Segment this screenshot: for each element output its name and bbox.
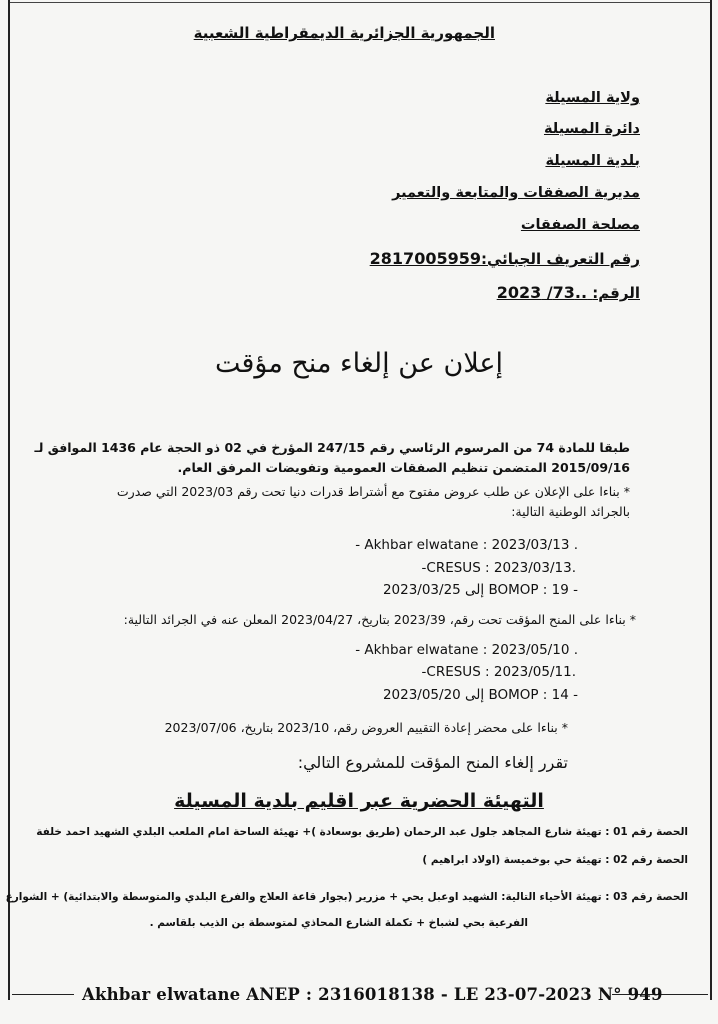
publication-2-bomop: - BOMOP : 14 إلى 2023/05/20 <box>382 687 578 703</box>
lot-3-line-2: الفرعية بحي لشباخ + تكملة الشارع المحاذي لمتوسطة بن الذيب بلقاسم . <box>149 917 528 929</box>
directorate-line: مديرية الصفقات والمتابعة والتعمير <box>392 185 640 201</box>
page-border-right <box>710 0 712 1000</box>
tax-id-label: رقم التعريف الجبائي: <box>480 250 640 268</box>
lot-2: الحصة رقم 02 : تهيئة حي بوخميسة (اولاد ابراهيم ) <box>422 854 688 866</box>
tender-basis-line-2: بالجرائد الوطنية التالية: <box>511 504 630 519</box>
service-line: مصلحة الصفقات <box>520 217 640 233</box>
announcement-title: إعلان عن إلغاء منح مؤقت <box>214 348 504 379</box>
daira-line: دائرة المسيلة <box>543 121 640 137</box>
reference-label: الرقم: <box>592 284 640 302</box>
commune-line: بلدية المسيلة <box>545 153 640 169</box>
footer-publication-info: Akhbar elwatane ANEP : 2316018138 - LE 23-07-2023 N° 949 <box>82 985 663 1004</box>
reference-number: ..73/ 2023 <box>496 283 588 302</box>
publication-2-akhbar: - Akhbar elwatane : 2023/05/10 . <box>355 642 578 658</box>
page-border-left <box>8 0 10 1000</box>
republic-heading: الجمهورية الجزائرية الديمقراطية الشعبية <box>193 24 495 42</box>
provisional-award-line: * بناءا على المنح المؤقت تحت رقم، 2023/39 بتاريخ، 2023/04/27 المعلن عنه في الجرائد التالية: <box>123 612 636 627</box>
publication-1-bomop: - BOMOP : 19 إلى 2023/03/25 <box>382 582 578 598</box>
publication-2-cresus: -CRESUS : 2023/05/11. <box>421 664 576 680</box>
publication-1-akhbar: - Akhbar elwatane : 2023/03/13 . <box>355 537 578 553</box>
publication-1-cresus: -CRESUS : 2023/03/13. <box>421 560 576 576</box>
page-border-top <box>10 2 710 3</box>
tender-basis-line-1: * بناءا على الإعلان عن طلب عروض مفتوح مع أشتراط قدرات دنيا تحت رقم 2023/03 التي صدرت <box>116 484 630 499</box>
wilaya-line: ولاية المسيلة <box>545 90 640 106</box>
legal-basis-line-1: طبقا للمادة 74 من المرسوم الرئاسي رقم 247/15 المؤرخ في 02 ذو الحجة عام 1436 الموافق لـ <box>34 440 630 455</box>
legal-basis-line-2: 2015/09/16 المتضمن تنظيم الصفقات العمومية وتفويضات المرفق العام. <box>177 460 630 475</box>
tax-id-value: 2817005959 <box>369 249 481 268</box>
reference-line <box>497 283 640 302</box>
footer-rule-left <box>12 994 74 995</box>
reevaluation-line: * بناءا على محضر إعادة التقييم العروض رقم، 2023/10 بتاريخ، 2023/07/06 <box>164 720 568 735</box>
project-title: التهيئة الحضرية عبر اقليم بلدية المسيلة <box>174 790 544 812</box>
decision-line: تقرر إلغاء المنح المؤقت للمشروع التالي: <box>297 753 568 772</box>
lot-3-line-1: الحصة رقم 03 : تهيئة الأحياء التالية: الشهيد اوعبل يحي + مزرير (بجوار قاعة العلاج والفرع البلدي والمتوسطة والابتدائية) + الشوارع <box>5 891 688 903</box>
lot-1: الحصة رقم 01 : تهيئة شارع المجاهد جلول عبد الرحمان (طريق بوسعادة )+ تهيئة الساحة امام الملعب البلدي الشهيد احمد خلفة <box>36 826 688 838</box>
tax-id-line <box>370 249 640 268</box>
